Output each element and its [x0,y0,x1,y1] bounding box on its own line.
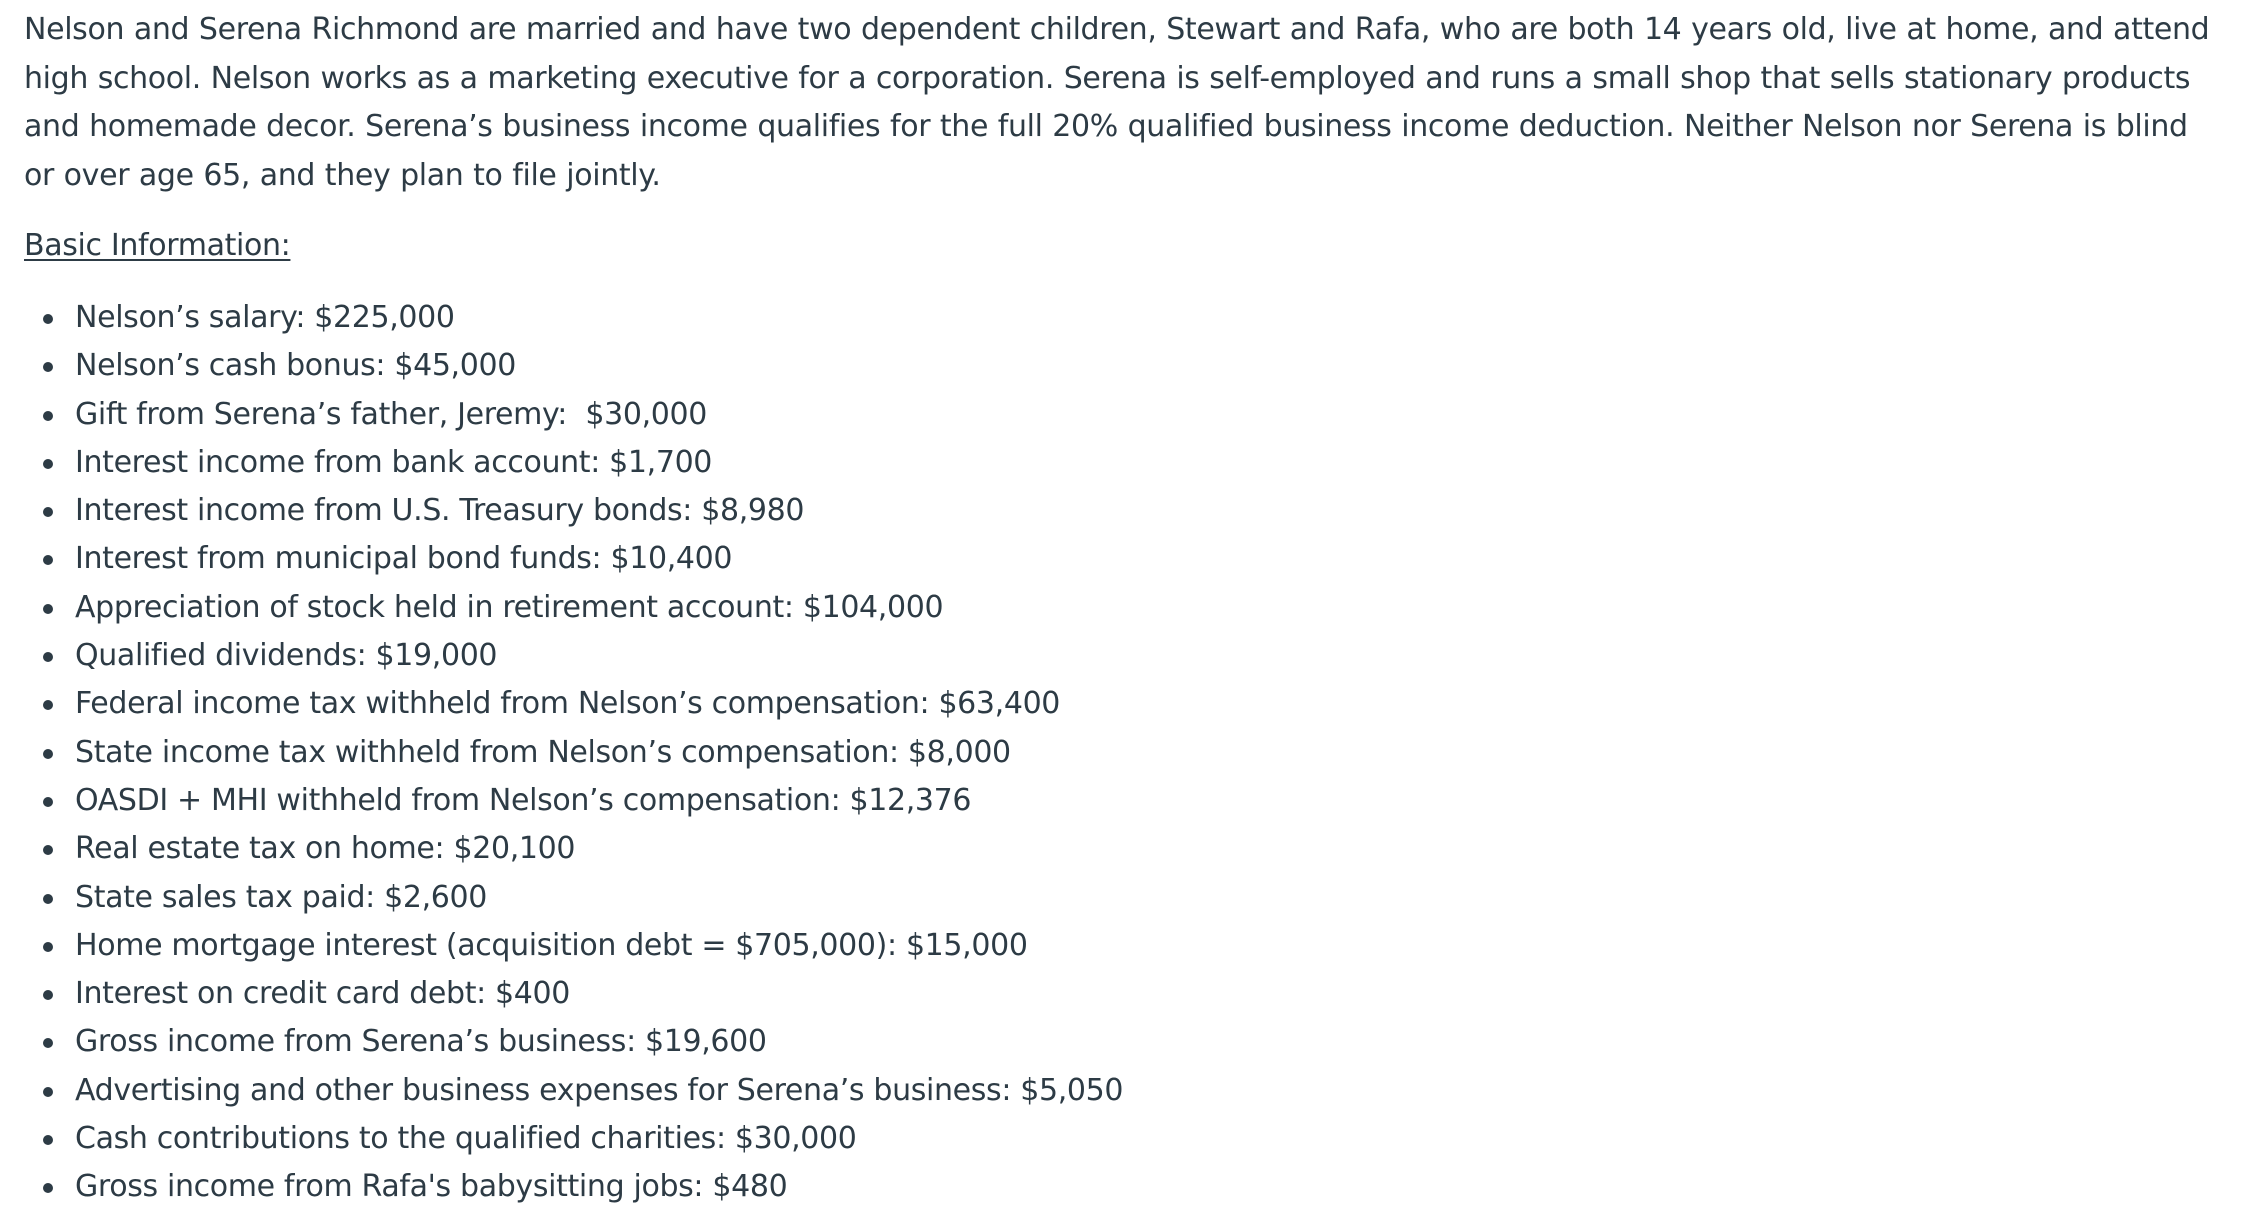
list-item [24,970,2220,1018]
list-item-text: Home mortgage interest (acquisition debt = $705,000): $15,000 [75,927,1028,963]
bullet-icon [43,749,53,759]
list-item [24,922,2220,970]
list-item [24,729,2220,777]
list-item [24,825,2220,873]
bullet-icon [43,604,53,614]
basic-information-heading: Basic Information: [24,228,291,263]
list-item-text: Gross income from Serena’s business: $19,600 [75,1024,767,1060]
list-item-text: Appreciation of stock held in retirement account: $104,000 [75,589,944,625]
bullet-icon [43,411,53,421]
bullet-icon [43,894,53,904]
list-item-text: Nelson’s salary: $225,000 [75,300,455,335]
bullet-icon [43,990,53,1000]
list-item-text: Interest income from bank account: $1,700 [75,444,713,480]
list-item [24,342,2220,390]
list-item [24,439,2220,487]
bullet-icon [43,1087,53,1097]
bullet-icon [43,700,53,710]
list-item [24,1163,2220,1211]
bullet-icon [43,507,53,517]
list-item-text: Cash contributions to the qualified charities: $30,000 [75,1121,857,1157]
list-item [24,1018,2220,1066]
bullet-icon [43,314,53,324]
bullet-icon [43,555,53,565]
bullet-icon [43,1038,53,1048]
list-item [24,294,2220,342]
list-item-text: State income tax withheld from Nelson’s compensation: $8,000 [75,734,1011,770]
list-item [24,1115,2220,1163]
list-item [24,680,2220,728]
list-item-text: State sales tax paid: $2,600 [75,879,487,915]
list-item-text: Advertising and other business expenses for Serena’s business: $5,050 [75,1072,1124,1108]
bullet-icon [43,1183,53,1193]
bullet-icon [43,845,53,855]
document-body [24,6,2220,1212]
list-item [24,487,2220,535]
list-item [24,632,2220,680]
bullet-icon [43,942,53,952]
list-item-text: OASDI + MHI withheld from Nelson’s compensation: $12,376 [75,782,972,818]
list-item-text: Qualified dividends: $19,000 [75,638,498,674]
basic-information-list [24,294,2220,1212]
bullet-icon [43,652,53,662]
list-item [24,874,2220,922]
list-item-text: Gross income from Rafa's babysitting jobs: $480 [75,1169,788,1205]
list-item [24,777,2220,825]
list-item-text: Interest income from U.S. Treasury bonds: $8,980 [75,493,805,529]
list-item-text: Gift from Serena’s father, Jeremy: $30,000 [75,396,708,432]
bullet-icon [43,1135,53,1145]
bullet-icon [43,362,53,372]
list-item [24,535,2220,583]
list-item-text: Interest from municipal bond funds: $10,400 [75,541,733,577]
intro-paragraph: Nelson and Serena Richmond are married and have two dependent children, Stewart and Rafa, who are both 14 years old, live at home, and attend high school. Nelson works as a marketing executive for a corporation. Serena is self-employed and runs a small shop that sells stationary products and homemade decor. Serena’s business income qualifies for the full 20% qualified business income deduction. Neither Nelson nor Serena is blind or over age 65, and they plan to file jointly. [24,12,2210,193]
list-item [24,584,2220,632]
list-item [24,391,2220,439]
list-item-text: Interest on credit card debt: $400 [75,976,571,1012]
list-item [24,1067,2220,1115]
list-item-text: Nelson’s cash bonus: $45,000 [75,348,516,384]
list-item-text: Real estate tax on home: $20,100 [75,831,576,867]
bullet-icon [43,459,53,469]
list-item-text: Federal income tax withheld from Nelson’s compensation: $63,400 [75,686,1061,722]
bullet-icon [43,797,53,807]
